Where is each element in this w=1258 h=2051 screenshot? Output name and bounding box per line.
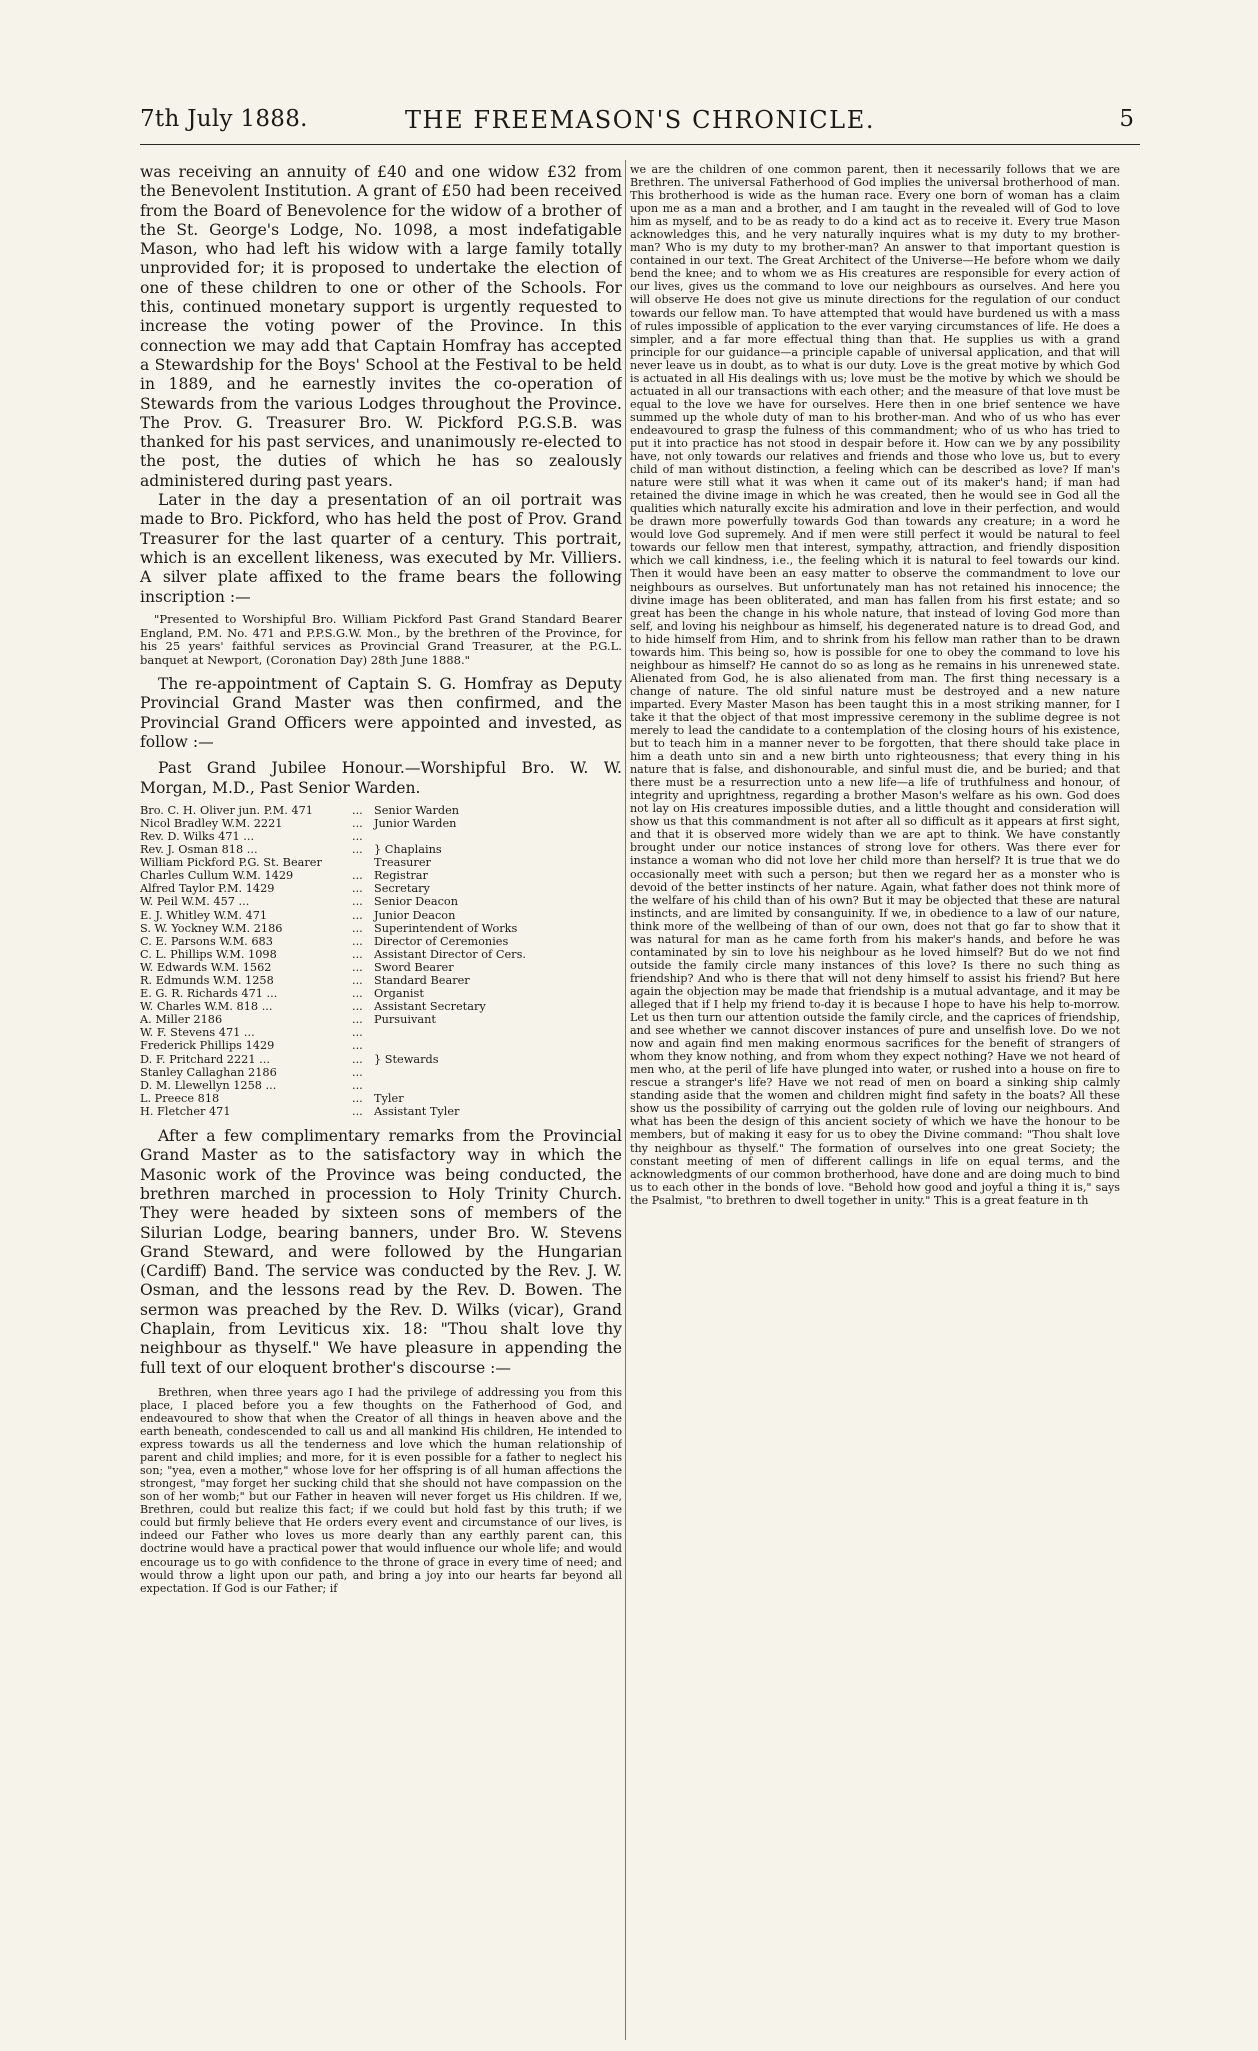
- officer-row: Nicol Bradley W.M. 2221 ... Junior Warden: [140, 816, 457, 830]
- officer-row: W. Peil W.M. 457 ... ... Senior Deacon: [140, 895, 458, 909]
- officer-row: C. L. Phillips W.M. 1098 ... Assistant Director of Cers.: [140, 947, 526, 961]
- paragraph-annuity: was receiving an annuity of £40 and one widow £32 from the Benevolent Institution. A grant of £50 had been received from the Board of Benevolence for the widow of a brother of the St. George's Lodge, No. 1098, a most indefatigable Mason, who had left his widow with a large family totally unprovided for; it is proposed to undertake the election of one of these children to one or other of the Schools. For this, continued monetary support is urgently requested to increase the voting power of the Province. In this connection we may add that Captain Homfray has accepted a Stewardship for the Boys' School at the Festival to be held in 1889, and he earnestly invites the co-operation of Stewards from the various Lodges throughout the Province. The Prov. G. Treasurer Bro. W. Pickford P.G.S.B. was thanked for his past services, and unanimously re-elected to the post, the duties of which he has so zealously administered during past years.: [140, 163, 622, 490]
- officer-row: H. Fletcher 471 ... Assistant Tyler: [140, 1104, 460, 1118]
- sermon-text-start: Brethren, when three years ago I had the privilege of addressing you from this place, I placed before you a few thoughts on the Fatherhood of God, and endeavoured to show that when the Creator of all things in heaven above and the earth beneath, condescended to call us and all mankind His children, He intended to express towards us all the tenderness and love which the human relationship of parent and child implies; and more, for it is even possible for a father to neglect his son; "yea, even a mother," whose love for her offspring is of all human affections the strongest, "may forget her sucking child that she should not have compassion on the son of her womb;" but our Father in heaven will never forget us His children. If we, Brethren, could but realize this fact; if we could but hold fast by this truth; if we could but firmly believe that He orders every event and circumstance of our lives, is indeed our Father who loves us more dearly than any earthly parent can, this doctrine would have a practical power that would influence our whole life; and would encourage us to go with confidence to the throne of grace in every time of need; and would throw a light upon our path, and bring a joy into our hearts far beyond all expectation. If God is our Father; if: [140, 1385, 622, 1595]
- issue-date: 7th July 1888.: [140, 106, 308, 132]
- paragraph-jubilee-honour: Past Grand Jubilee Honour.—Worshipful Bro. W. W. Morgan, M.D., Past Senior Warden.: [140, 759, 622, 797]
- officer-row: R. Edmunds W.M. 1258 ... Standard Bearer: [140, 974, 470, 988]
- paragraph-reappointment: The re-appointment of Captain S. G. Homfray as Deputy Provincial Grand Master was then confirmed, and the Provincial Grand Officers were appointed and invested, as follow :—: [140, 675, 622, 751]
- paragraph-procession: After a few complimentary remarks from the Provincial Grand Master as to the satisfactory way in which the Masonic work of the Province was being conducted, the brethren marched in procession to Holy Trinity Church. They were headed by sixteen sons of members of the Silurian Lodge, bearing banners, under Bro. W. Stevens Grand Steward, and were followed by the Hungarian (Cardiff) Band. The service was conducted by the Rev. J. W. Osman, and the lessons read by the Rev. D. Bowen. The sermon was preached by the Rev. D. Wilks (vicar), Grand Chaplain, from Leviticus xix. 18: "Thou shalt love thy neighbour as thyself." We have pleasure in appending the full text of our eloquent brother's discourse :—: [140, 1127, 622, 1377]
- officer-row: W. Edwards W.M. 1562 ... Sword Bearer: [140, 960, 454, 974]
- newspaper-title: THE FREEMASON'S CHRONICLE.: [404, 106, 876, 134]
- officer-row: Stanley Callaghan 2186 ...: [140, 1065, 363, 1079]
- sermon-text-continued: we are the children of one common parent, then it necessarily follows that we are Brethren. The universal Fatherhood of God implies the universal brotherhood of man. This brotherhood is wide as the human race. Every one born of woman has a claim upon me as a man and a brother, and I am taught in the revealed will of God to love him as myself, and to be as ready to do a kind act as to receive it. Every true Mason acknowledges this, and he very naturally inquires what is my duty to my brother-man? Who is my duty to my brother-man? An answer to that important question is contained in our text. The Great Architect of the Universe—He before whom we daily bend the knee; and to whom we as His creatures are responsible for every action of our lives, gives us the command to love our neighbours as ourselves. And here you will observe He does not give us minute directions for the regulation of our conduct towards our fellow man. To have attempted that would have burdened us with a mass of rules impossible of application to the ever varying circumstances of life. He does a simpler, and a far more effectual thing than that. He supplies us with a grand principle for our guidance—a principle capable of universal application, and that will never leave us in doubt, as to what is our duty. Love is the great motive by which God is actuated in all His dealings with us; love must be the motive by which we should be actuated in all our transactions with each other; and the measure of that love must be equal to the love we have for ourselves. Here then in one brief sentence we have summed up the whole duty of man to his brother-man. And who of us who has ever endeavoured to grasp the fulness of this commandment; who of us who has tried to put it into practice has not stood in despair before it. How can we by any possibility have, not only towards our relatives and friends and those who love us, but to every child of man without distinction, a feeling which can be described as love? If man's nature were still what it was when it came out of its maker's hand; if man had retained the divine image in which he was created, then he would see in God all the qualities which naturally excite his admiration and love in their perfection, and would be drawn more powerfully towards God than towards any creature; in a word he would love God supremely. And if men were still perfect it would be natural to feel towards our fellow men that interest, sympathy, attraction, and friendly disposition which we call kindness, i.e., the feeling which it is natural to feel towards our kind. Then it would have been an easy matter to observe the commandment to love our neighbours as ourselves. But unfortunately man has not retained his innocence; the divine image has been obliterated, and man has fallen from his first estate; and so great has been the change in his whole nature, that instead of loving God more than self, and loving his neighbour as himself, his degenerated nature is to dread God, and to hide himself from Him, and to shrink from his fellow man rather than to be drawn towards him. This being so, how is possible for one to obey the command to love his neighbour as himself? He cannot do so as long as he remains in his unrenewed state. Alienated from God, he is also alienated from man. The first thing necessary is a change of nature. The old sinful nature must be destroyed and a new nature imparted. Every Master Mason has been taught this in a most striking manner, for I take it that the object of that most impressive ceremony in the sublime degree is not merely to lead the candidate to a contemplation of the closing hours of his existence, but to teach him in a manner never to be forgotten, that there should take place in him a death unto sin and a new birth unto righteousness; that every thing in his nature that is false, and dishonourable, and sinful must die, and be buried; and that there must be a resurrection unto a new life—a life of truthfulness and honour, of integrity and uprightness, regarding a brother Mason's welfare as his own. God does not lay on His creatures impossible duties, and a little thought and consideration will show us that this commandment is not after all so difficult as it appears at first sight, and that it is observed more widely than we are apt to think. We have constantly brought under our notice instances of strong love for others. Was there ever for instance a woman who did not love her child more than herself? It is true that we do occasionally meet with such a person; but then we regard her as a monster who is devoid of the better instincts of her nature. Again, what father does not think more of the welfare of his child than of his own? But it may be objected that these are natural instincts, and are limited by consanguinity. If we, in obedience to a law of our nature, think more of the wellbeing of than of our own, does not that go far to show that it was natural for man as he came forth from his maker's hands, and before he was contaminated by sin to love his neighbour as he loved himself? But do we not find outside the family circle many instances of this love? Is there no such thing as friendship? And who is there that will not deny himself to assist his friend? But here again the objection may be made that friendship is a mutual advantage, and it may be alleged that if I help my friend to-day it is because I hope to have his help to-morrow. Let us then turn our attention outside the family circle, and the caprices of friendship, and see whether we cannot discover instances of pure and unselfish love. Do we not now and again find men making enormous sacrifices for the benefit of strangers of whom they know nothing, and from whom they expect nothing? Have we not heard of men who, at the peril of life have plunged into water, or rushed into a house on fire to rescue a stranger's life? Have we not read of men on board a sinking ship calmly standing aside that the women and children might find safety in the boats? All these show us the possibility of carrying out the golden rule of loving our neighbours. And what has been the design of this ancient society of which we have the honour to be members, but of making it easy for us to obey the Divine command: "Thou shalt love thy neighbour as thyself." The formation of ourselves into one great Society; the constant meeting of men of different callings in life on equal terms, and the acknowledgments of our common brotherhood, have done and are doing much to bind us to each other in the bonds of love. "Behold how good and joyful a thing it is," says the Psalmist, "to brethren to dwell together in unity." This is a great feature in th: [630, 163, 1120, 1207]
- column-rule: [625, 160, 626, 2040]
- page-number: 5: [1119, 106, 1134, 132]
- officer-row: Alfred Taylor P.M. 1429 ... Secretary: [140, 882, 430, 896]
- officer-row: W. F. Stevens 471 ... ...: [140, 1026, 363, 1040]
- inscription-quote: "Presented to Worshipful Bro. William Pickford Past Grand Standard Bearer England, P.M. No. 471 and P.P.S.G.W. Mon., by the brethren of the Province, for his 25 years' faithful services as Provincial Grand Treasurer, at the P.G.L. banquet at Newport, (Coronation Day) 28th June 1888.": [140, 611, 622, 668]
- left-column: [140, 163, 622, 2033]
- officer-row: W. Charles W.M. 818 ... ... Assistant Secretary: [140, 1000, 486, 1014]
- officer-row: D. F. Pritchard 2221 ... ... } Stewards: [140, 1052, 439, 1066]
- officer-row: Charles Cullum W.M. 1429 ... Registrar: [140, 869, 428, 883]
- officer-row: D. M. Llewellyn 1258 ... ...: [140, 1078, 363, 1092]
- right-column: [630, 163, 1120, 2043]
- paragraph-portrait: Later in the day a presentation of an oil portrait was made to Bro. Pickford, who has held the post of Prov. Grand Treasurer for the last quarter of a century. This portrait, which is an excellent likeness, was executed by Mr. Villiers. A silver plate affixed to the frame bears the following inscription :—: [140, 491, 622, 606]
- officer-row: Frederick Phillips 1429 ...: [140, 1039, 363, 1053]
- officer-row: Rev. J. Osman 818 ... ... } Chaplains: [140, 843, 442, 857]
- officer-row: Bro. C. H. Oliver jun. P.M. 471 ... Senior Warden: [140, 803, 460, 817]
- officer-row: A. Miller 2186 ... Pursuivant: [140, 1013, 436, 1027]
- officers-list: [140, 804, 622, 1118]
- masthead: [140, 104, 1140, 145]
- officer-row: E. G. R. Richards 471 ... ... Organist: [140, 987, 424, 1001]
- officer-row: C. E. Parsons W.M. 683 ... Director of Ceremonies: [140, 934, 509, 948]
- officer-row: Rev. D. Wilks 471 ... ...: [140, 829, 363, 843]
- officer-row: William Pickford P.G. St. Bearer Treasurer: [140, 856, 431, 870]
- officer-row: S. W. Yockney W.M. 2186 ... Superintendent of Works: [140, 921, 518, 935]
- officer-row: L. Preece 818 ... Tyler: [140, 1091, 404, 1105]
- officer-row: E. J. Whitley W.M. 471 ... Junior Deacon: [140, 908, 456, 922]
